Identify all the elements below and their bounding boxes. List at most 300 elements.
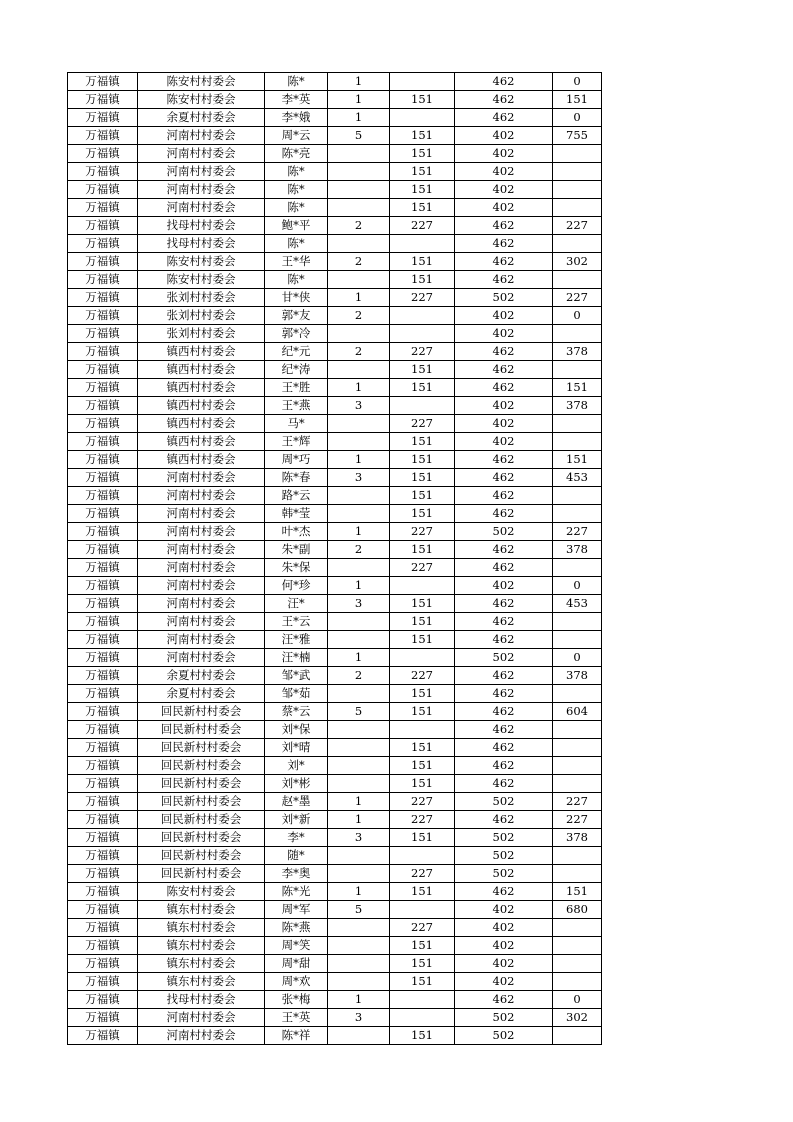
count-cell: 3 xyxy=(328,469,390,487)
village-cell: 回民新村村委会 xyxy=(138,847,265,865)
count-cell xyxy=(328,235,390,253)
table-row xyxy=(68,91,602,109)
amount-b-cell: 462 xyxy=(455,685,553,703)
amount-b-cell: 502 xyxy=(455,1027,553,1045)
amount-b-cell: 462 xyxy=(455,541,553,559)
amount-a-cell: 151 xyxy=(390,703,455,721)
amount-a-cell: 151 xyxy=(390,613,455,631)
total-cell xyxy=(553,271,602,289)
total-cell: 302 xyxy=(553,1009,602,1027)
name-cell: 刘*彬 xyxy=(265,775,328,793)
village-cell: 河南村村委会 xyxy=(138,1027,265,1045)
name-cell: 赵*墨 xyxy=(265,793,328,811)
table-row xyxy=(68,523,602,541)
town-cell: 万福镇 xyxy=(68,505,138,523)
table-row xyxy=(68,307,602,325)
count-cell: 3 xyxy=(328,1009,390,1027)
village-cell: 余夏村村委会 xyxy=(138,685,265,703)
amount-a-cell: 151 xyxy=(390,127,455,145)
village-cell: 陈安村村委会 xyxy=(138,91,265,109)
name-cell: 陈* xyxy=(265,163,328,181)
total-cell: 453 xyxy=(553,595,602,613)
total-cell xyxy=(553,847,602,865)
village-cell: 河南村村委会 xyxy=(138,487,265,505)
village-cell: 河南村村委会 xyxy=(138,505,265,523)
total-cell: 755 xyxy=(553,127,602,145)
village-cell: 镇西村村委会 xyxy=(138,433,265,451)
table-row xyxy=(68,919,602,937)
table-row xyxy=(68,361,602,379)
amount-a-cell: 151 xyxy=(390,1027,455,1045)
name-cell: 陈*亮 xyxy=(265,145,328,163)
name-cell: 陈*祥 xyxy=(265,1027,328,1045)
count-cell: 2 xyxy=(328,667,390,685)
town-cell: 万福镇 xyxy=(68,865,138,883)
amount-b-cell: 462 xyxy=(455,559,553,577)
name-cell: 汪* xyxy=(265,595,328,613)
amount-b-cell: 502 xyxy=(455,865,553,883)
amount-b-cell: 462 xyxy=(455,883,553,901)
town-cell: 万福镇 xyxy=(68,883,138,901)
amount-b-cell: 462 xyxy=(455,757,553,775)
amount-b-cell: 462 xyxy=(455,595,553,613)
village-cell: 回民新村村委会 xyxy=(138,811,265,829)
town-cell: 万福镇 xyxy=(68,577,138,595)
count-cell: 5 xyxy=(328,703,390,721)
total-cell: 227 xyxy=(553,217,602,235)
village-cell: 张刘村村委会 xyxy=(138,289,265,307)
amount-a-cell: 151 xyxy=(390,361,455,379)
amount-a-cell: 227 xyxy=(390,523,455,541)
name-cell: 刘* xyxy=(265,757,328,775)
town-cell: 万福镇 xyxy=(68,703,138,721)
amount-a-cell: 151 xyxy=(390,973,455,991)
amount-b-cell: 502 xyxy=(455,829,553,847)
table-row xyxy=(68,811,602,829)
count-cell xyxy=(328,847,390,865)
village-cell: 镇西村村委会 xyxy=(138,343,265,361)
amount-a-cell: 151 xyxy=(390,469,455,487)
total-cell: 378 xyxy=(553,343,602,361)
name-cell: 朱*保 xyxy=(265,559,328,577)
town-cell: 万福镇 xyxy=(68,847,138,865)
amount-b-cell: 502 xyxy=(455,847,553,865)
amount-a-cell: 151 xyxy=(390,253,455,271)
town-cell: 万福镇 xyxy=(68,199,138,217)
village-cell: 回民新村村委会 xyxy=(138,793,265,811)
village-cell: 镇东村村委会 xyxy=(138,919,265,937)
town-cell: 万福镇 xyxy=(68,127,138,145)
total-cell xyxy=(553,757,602,775)
town-cell: 万福镇 xyxy=(68,91,138,109)
count-cell: 5 xyxy=(328,901,390,919)
table-row xyxy=(68,937,602,955)
total-cell: 0 xyxy=(553,577,602,595)
total-cell: 302 xyxy=(553,253,602,271)
village-cell: 余夏村村委会 xyxy=(138,667,265,685)
town-cell: 万福镇 xyxy=(68,811,138,829)
town-cell: 万福镇 xyxy=(68,973,138,991)
amount-b-cell: 402 xyxy=(455,433,553,451)
table-row xyxy=(68,235,602,253)
count-cell xyxy=(328,865,390,883)
total-cell xyxy=(553,919,602,937)
name-cell: 汪*楠 xyxy=(265,649,328,667)
amount-b-cell: 402 xyxy=(455,145,553,163)
amount-a-cell xyxy=(390,73,455,91)
total-cell: 378 xyxy=(553,829,602,847)
count-cell: 2 xyxy=(328,253,390,271)
amount-b-cell: 462 xyxy=(455,217,553,235)
total-cell xyxy=(553,433,602,451)
town-cell: 万福镇 xyxy=(68,289,138,307)
table-row xyxy=(68,433,602,451)
name-cell: 陈*光 xyxy=(265,883,328,901)
total-cell xyxy=(553,361,602,379)
town-cell: 万福镇 xyxy=(68,163,138,181)
amount-a-cell: 227 xyxy=(390,793,455,811)
table-row xyxy=(68,883,602,901)
amount-a-cell: 151 xyxy=(390,631,455,649)
amount-a-cell xyxy=(390,721,455,739)
amount-a-cell: 151 xyxy=(390,883,455,901)
village-cell: 河南村村委会 xyxy=(138,199,265,217)
count-cell xyxy=(328,739,390,757)
amount-a-cell xyxy=(390,109,455,127)
town-cell: 万福镇 xyxy=(68,523,138,541)
amount-a-cell: 151 xyxy=(390,955,455,973)
village-cell: 找母村村委会 xyxy=(138,217,265,235)
table-row xyxy=(68,379,602,397)
town-cell: 万福镇 xyxy=(68,901,138,919)
table-row xyxy=(68,721,602,739)
town-cell: 万福镇 xyxy=(68,379,138,397)
total-cell: 378 xyxy=(553,667,602,685)
amount-a-cell: 151 xyxy=(390,829,455,847)
village-cell: 回民新村村委会 xyxy=(138,721,265,739)
name-cell: 张*梅 xyxy=(265,991,328,1009)
town-cell: 万福镇 xyxy=(68,775,138,793)
amount-b-cell: 462 xyxy=(455,487,553,505)
name-cell: 周*军 xyxy=(265,901,328,919)
village-cell: 镇东村村委会 xyxy=(138,901,265,919)
table-row xyxy=(68,865,602,883)
amount-b-cell: 462 xyxy=(455,667,553,685)
village-cell: 陈安村村委会 xyxy=(138,253,265,271)
amount-a-cell: 151 xyxy=(390,487,455,505)
town-cell: 万福镇 xyxy=(68,397,138,415)
amount-b-cell: 502 xyxy=(455,523,553,541)
name-cell: 邹*茹 xyxy=(265,685,328,703)
count-cell xyxy=(328,937,390,955)
village-cell: 河南村村委会 xyxy=(138,649,265,667)
name-cell: 王*辉 xyxy=(265,433,328,451)
amount-b-cell: 402 xyxy=(455,901,553,919)
amount-b-cell: 402 xyxy=(455,577,553,595)
count-cell: 3 xyxy=(328,397,390,415)
name-cell: 陈*燕 xyxy=(265,919,328,937)
total-cell: 151 xyxy=(553,379,602,397)
amount-b-cell: 402 xyxy=(455,199,553,217)
count-cell xyxy=(328,181,390,199)
table-row xyxy=(68,343,602,361)
total-cell: 453 xyxy=(553,469,602,487)
table-row xyxy=(68,451,602,469)
table-row xyxy=(68,631,602,649)
amount-b-cell: 502 xyxy=(455,1009,553,1027)
town-cell: 万福镇 xyxy=(68,253,138,271)
name-cell: 陈* xyxy=(265,271,328,289)
amount-a-cell: 227 xyxy=(390,865,455,883)
table-row xyxy=(68,793,602,811)
amount-b-cell: 402 xyxy=(455,163,553,181)
town-cell: 万福镇 xyxy=(68,685,138,703)
amount-a-cell: 227 xyxy=(390,217,455,235)
village-cell: 镇西村村委会 xyxy=(138,361,265,379)
table-row xyxy=(68,181,602,199)
town-cell: 万福镇 xyxy=(68,991,138,1009)
count-cell: 1 xyxy=(328,991,390,1009)
amount-b-cell: 402 xyxy=(455,307,553,325)
village-cell: 回民新村村委会 xyxy=(138,775,265,793)
town-cell: 万福镇 xyxy=(68,559,138,577)
table-row xyxy=(68,217,602,235)
name-cell: 邹*武 xyxy=(265,667,328,685)
amount-b-cell: 402 xyxy=(455,955,553,973)
town-cell: 万福镇 xyxy=(68,595,138,613)
total-cell xyxy=(553,865,602,883)
town-cell: 万福镇 xyxy=(68,955,138,973)
table-row xyxy=(68,199,602,217)
town-cell: 万福镇 xyxy=(68,631,138,649)
total-cell: 0 xyxy=(553,109,602,127)
table-row xyxy=(68,505,602,523)
count-cell xyxy=(328,919,390,937)
town-cell: 万福镇 xyxy=(68,415,138,433)
count-cell xyxy=(328,973,390,991)
amount-a-cell xyxy=(390,847,455,865)
name-cell: 王*华 xyxy=(265,253,328,271)
total-cell: 604 xyxy=(553,703,602,721)
village-cell: 河南村村委会 xyxy=(138,559,265,577)
table-row xyxy=(68,757,602,775)
table-row xyxy=(68,1009,602,1027)
amount-a-cell: 227 xyxy=(390,667,455,685)
count-cell: 1 xyxy=(328,289,390,307)
amount-a-cell xyxy=(390,307,455,325)
count-cell xyxy=(328,505,390,523)
village-cell: 镇东村村委会 xyxy=(138,955,265,973)
amount-b-cell: 502 xyxy=(455,793,553,811)
town-cell: 万福镇 xyxy=(68,307,138,325)
table-row xyxy=(68,829,602,847)
table-row xyxy=(68,703,602,721)
total-cell: 227 xyxy=(553,523,602,541)
amount-a-cell: 227 xyxy=(390,343,455,361)
table-row xyxy=(68,541,602,559)
total-cell: 227 xyxy=(553,289,602,307)
table-row xyxy=(68,595,602,613)
name-cell: 刘*保 xyxy=(265,721,328,739)
total-cell xyxy=(553,181,602,199)
village-cell: 镇西村村委会 xyxy=(138,415,265,433)
village-cell: 回民新村村委会 xyxy=(138,829,265,847)
amount-b-cell: 462 xyxy=(455,379,553,397)
name-cell: 郭*冷 xyxy=(265,325,328,343)
town-cell: 万福镇 xyxy=(68,757,138,775)
name-cell: 李*奥 xyxy=(265,865,328,883)
table-row xyxy=(68,973,602,991)
amount-a-cell: 227 xyxy=(390,289,455,307)
town-cell: 万福镇 xyxy=(68,793,138,811)
village-cell: 陈安村村委会 xyxy=(138,73,265,91)
table-row xyxy=(68,1027,602,1045)
total-cell xyxy=(553,739,602,757)
count-cell: 1 xyxy=(328,109,390,127)
town-cell: 万福镇 xyxy=(68,469,138,487)
count-cell xyxy=(328,955,390,973)
name-cell: 陈* xyxy=(265,235,328,253)
amount-a-cell xyxy=(390,991,455,1009)
town-cell: 万福镇 xyxy=(68,649,138,667)
town-cell: 万福镇 xyxy=(68,1027,138,1045)
amount-b-cell: 402 xyxy=(455,937,553,955)
amount-a-cell: 151 xyxy=(390,91,455,109)
table-row xyxy=(68,613,602,631)
total-cell xyxy=(553,505,602,523)
table-row xyxy=(68,955,602,973)
amount-b-cell: 462 xyxy=(455,505,553,523)
total-cell xyxy=(553,775,602,793)
table-row xyxy=(68,901,602,919)
town-cell: 万福镇 xyxy=(68,739,138,757)
name-cell: 李*娥 xyxy=(265,109,328,127)
town-cell: 万福镇 xyxy=(68,145,138,163)
amount-a-cell: 227 xyxy=(390,919,455,937)
town-cell: 万福镇 xyxy=(68,937,138,955)
amount-b-cell: 462 xyxy=(455,991,553,1009)
village-cell: 镇西村村委会 xyxy=(138,379,265,397)
amount-a-cell xyxy=(390,235,455,253)
data-table xyxy=(67,72,602,1045)
amount-b-cell: 462 xyxy=(455,253,553,271)
village-cell: 河南村村委会 xyxy=(138,613,265,631)
amount-b-cell: 462 xyxy=(455,109,553,127)
amount-b-cell: 502 xyxy=(455,289,553,307)
village-cell: 河南村村委会 xyxy=(138,1009,265,1027)
amount-b-cell: 402 xyxy=(455,415,553,433)
amount-b-cell: 502 xyxy=(455,649,553,667)
amount-b-cell: 462 xyxy=(455,343,553,361)
count-cell: 1 xyxy=(328,523,390,541)
amount-a-cell: 151 xyxy=(390,595,455,613)
count-cell xyxy=(328,1027,390,1045)
count-cell: 1 xyxy=(328,649,390,667)
count-cell xyxy=(328,271,390,289)
table-row xyxy=(68,559,602,577)
count-cell xyxy=(328,415,390,433)
table-row xyxy=(68,739,602,757)
total-cell: 151 xyxy=(553,451,602,469)
total-cell: 680 xyxy=(553,901,602,919)
name-cell: 周*云 xyxy=(265,127,328,145)
village-cell: 河南村村委会 xyxy=(138,181,265,199)
total-cell xyxy=(553,613,602,631)
table-row xyxy=(68,253,602,271)
total-cell xyxy=(553,973,602,991)
town-cell: 万福镇 xyxy=(68,487,138,505)
village-cell: 河南村村委会 xyxy=(138,523,265,541)
village-cell: 镇西村村委会 xyxy=(138,451,265,469)
amount-a-cell xyxy=(390,577,455,595)
amount-b-cell: 402 xyxy=(455,127,553,145)
amount-b-cell: 462 xyxy=(455,721,553,739)
amount-a-cell xyxy=(390,325,455,343)
count-cell xyxy=(328,487,390,505)
amount-b-cell: 462 xyxy=(455,631,553,649)
village-cell: 河南村村委会 xyxy=(138,145,265,163)
town-cell: 万福镇 xyxy=(68,721,138,739)
count-cell: 2 xyxy=(328,541,390,559)
name-cell: 叶*杰 xyxy=(265,523,328,541)
count-cell: 3 xyxy=(328,595,390,613)
total-cell: 0 xyxy=(553,307,602,325)
amount-b-cell: 462 xyxy=(455,235,553,253)
amount-a-cell: 151 xyxy=(390,451,455,469)
town-cell: 万福镇 xyxy=(68,451,138,469)
amount-b-cell: 402 xyxy=(455,181,553,199)
town-cell: 万福镇 xyxy=(68,181,138,199)
table-body xyxy=(68,73,602,1045)
village-cell: 陈安村村委会 xyxy=(138,883,265,901)
count-cell xyxy=(328,199,390,217)
total-cell xyxy=(553,631,602,649)
amount-a-cell: 227 xyxy=(390,811,455,829)
count-cell: 2 xyxy=(328,217,390,235)
village-cell: 镇东村村委会 xyxy=(138,937,265,955)
count-cell xyxy=(328,361,390,379)
town-cell: 万福镇 xyxy=(68,1009,138,1027)
village-cell: 张刘村村委会 xyxy=(138,325,265,343)
village-cell: 回民新村村委会 xyxy=(138,739,265,757)
name-cell: 陈* xyxy=(265,73,328,91)
name-cell: 王*胜 xyxy=(265,379,328,397)
amount-b-cell: 402 xyxy=(455,397,553,415)
table-row xyxy=(68,397,602,415)
village-cell: 余夏村村委会 xyxy=(138,109,265,127)
village-cell: 回民新村村委会 xyxy=(138,865,265,883)
table-row xyxy=(68,271,602,289)
name-cell: 何*珍 xyxy=(265,577,328,595)
amount-a-cell: 151 xyxy=(390,181,455,199)
total-cell: 227 xyxy=(553,793,602,811)
village-cell: 河南村村委会 xyxy=(138,595,265,613)
amount-b-cell: 462 xyxy=(455,775,553,793)
count-cell: 1 xyxy=(328,577,390,595)
amount-a-cell: 151 xyxy=(390,775,455,793)
town-cell: 万福镇 xyxy=(68,667,138,685)
amount-a-cell: 151 xyxy=(390,739,455,757)
amount-b-cell: 462 xyxy=(455,469,553,487)
count-cell: 5 xyxy=(328,127,390,145)
village-cell: 河南村村委会 xyxy=(138,577,265,595)
town-cell: 万福镇 xyxy=(68,217,138,235)
table-row xyxy=(68,577,602,595)
name-cell: 陈*春 xyxy=(265,469,328,487)
amount-b-cell: 462 xyxy=(455,361,553,379)
village-cell: 河南村村委会 xyxy=(138,163,265,181)
name-cell: 王*英 xyxy=(265,1009,328,1027)
